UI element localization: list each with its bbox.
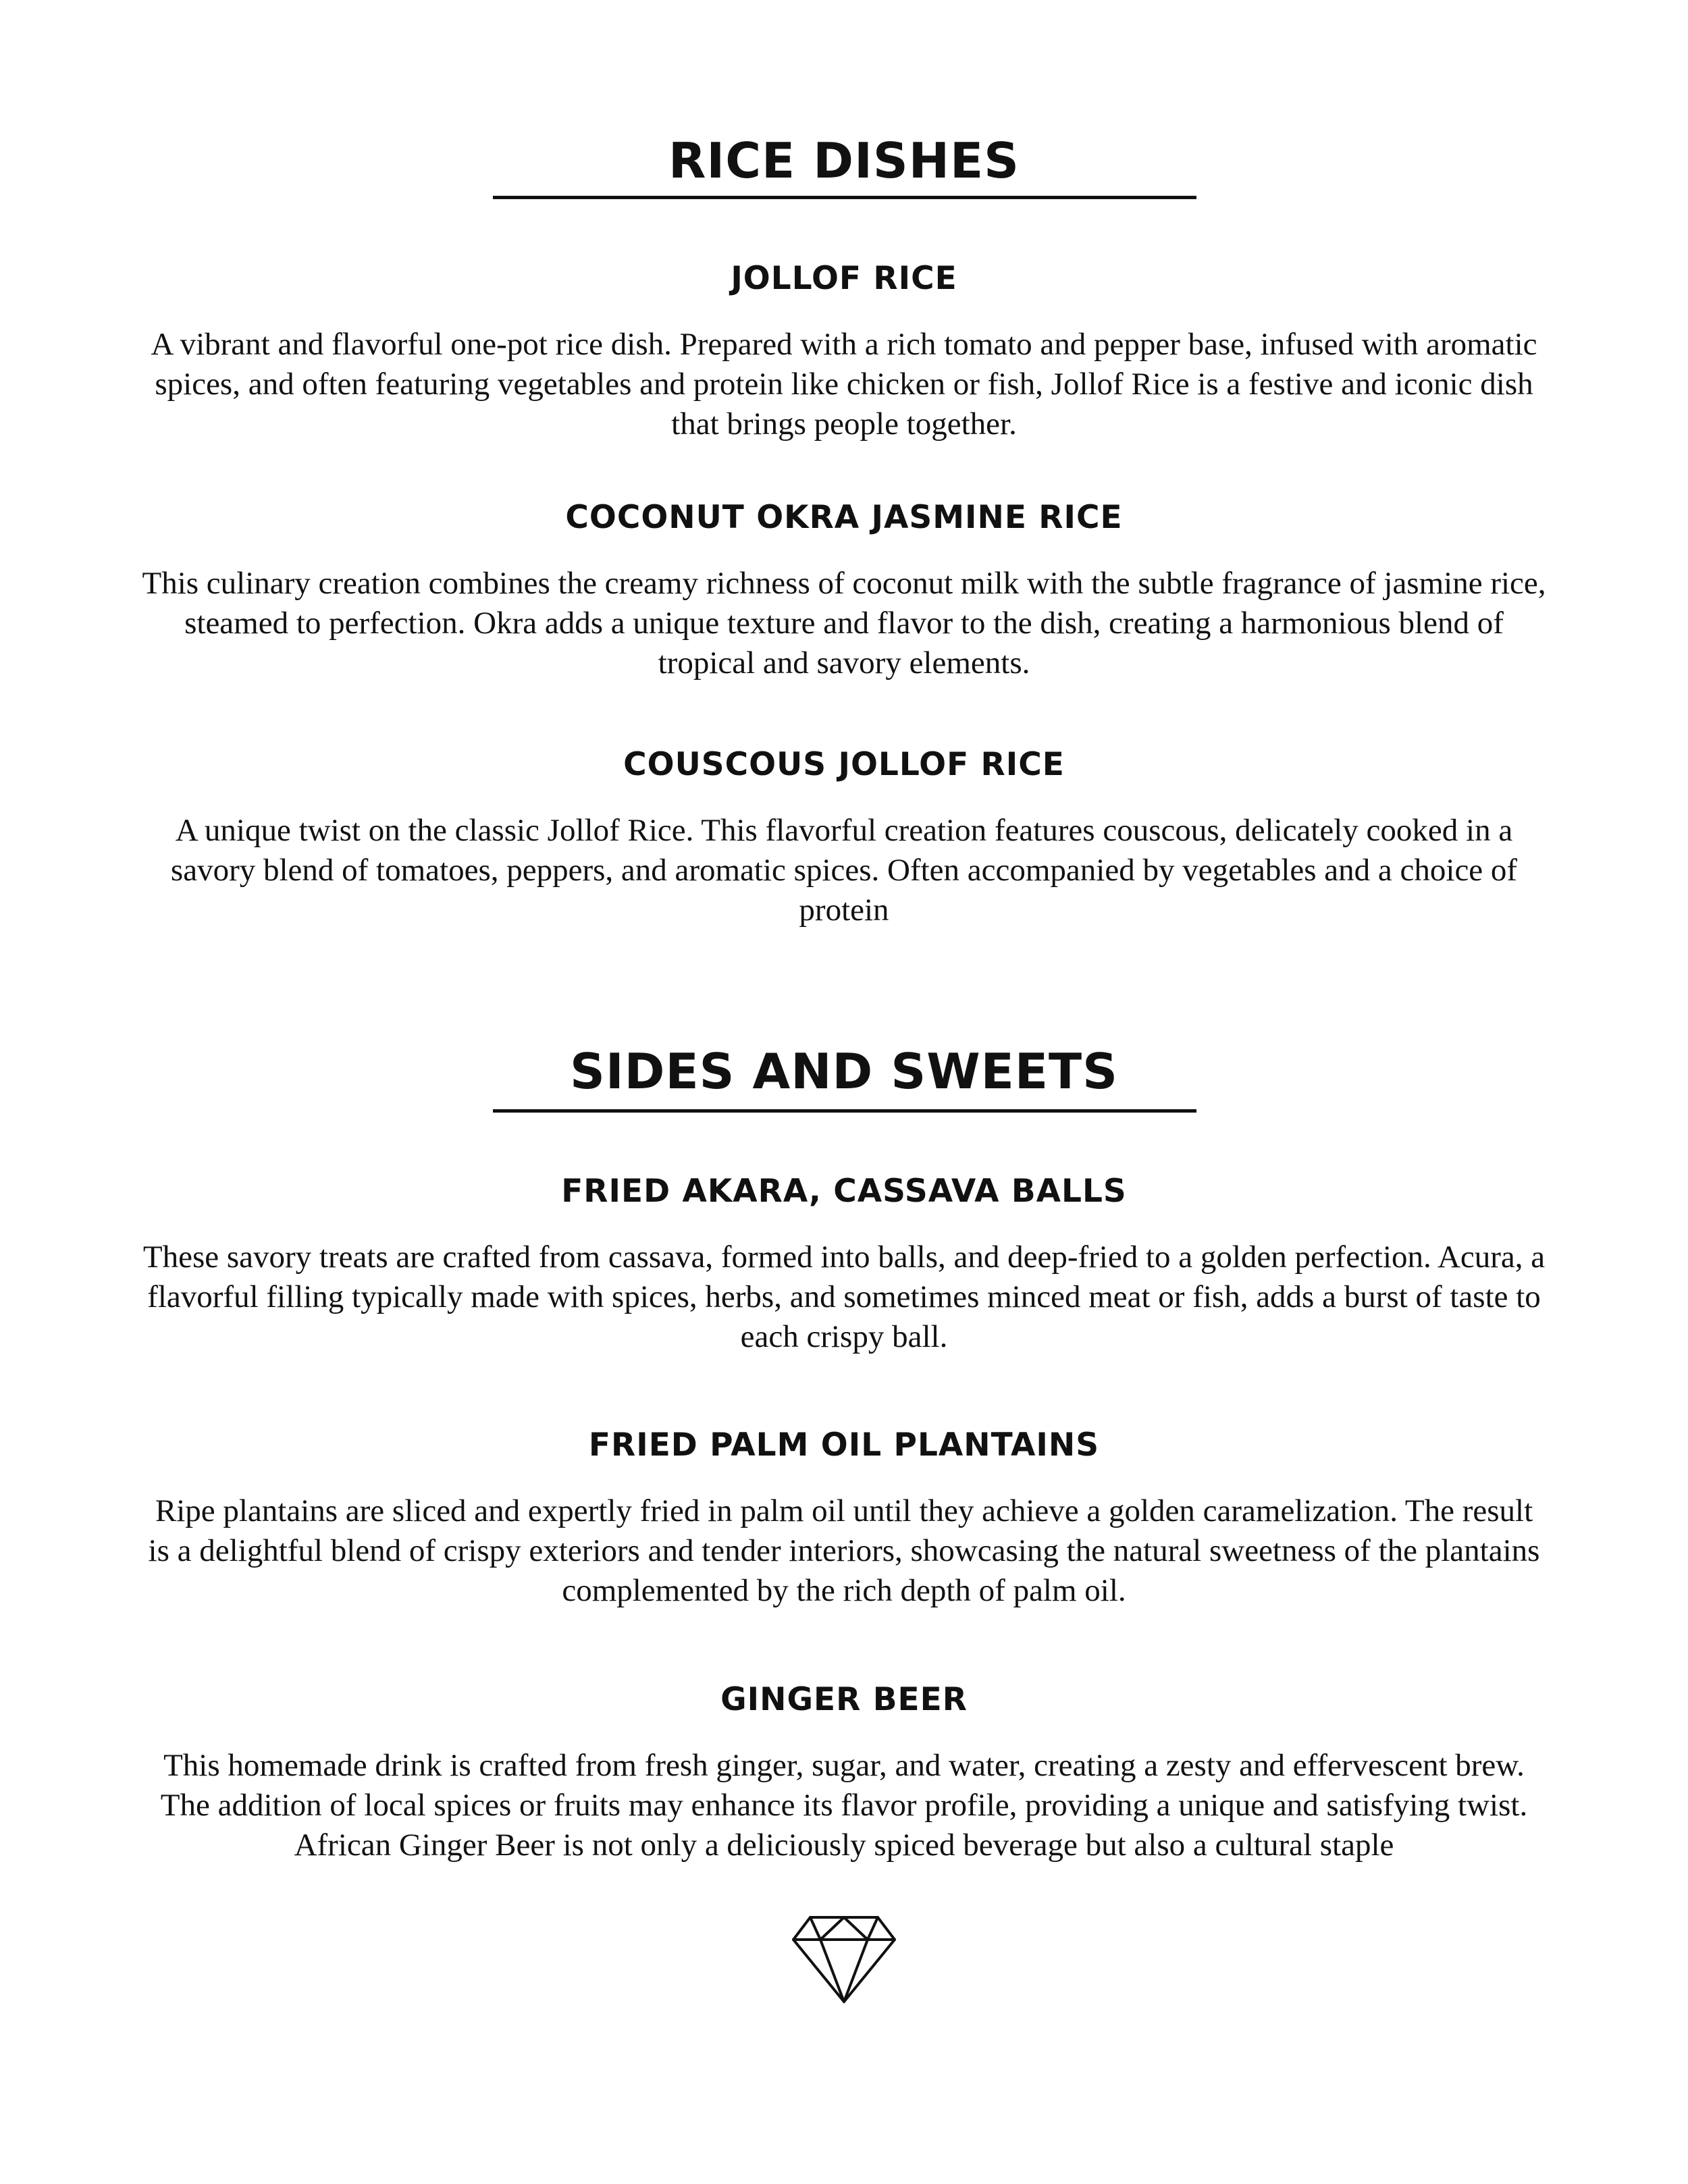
item-description-jollof-rice: A vibrant and flavorful one-pot rice dish. Prepared with a rich tomato and pepper base, infused with aromatic spices, and often featuring vegetables and protein like chicken or fish, Jollof Rice is a festive and iconic dish that brings people together. <box>151 327 1537 442</box>
item-name-fried-akara-cassava-balls: FRIED AKARA, CASSAVA BALLS <box>561 1173 1127 1210</box>
section-divider <box>493 196 1196 199</box>
item-description-fried-akara-cassava-balls: These savory treats are crafted from cassava, formed into balls, and deep-fried to a golden perfection. Acura, a flavorful filling typically made with spices, herbs, and sometimes minced meat or fish, adds a burst of taste to each crispy ball. <box>142 1240 1546 1354</box>
item-name-jollof-rice: JOLLOF RICE <box>731 260 957 297</box>
item-name-ginger-beer: GINGER BEER <box>720 1681 968 1718</box>
item-description-couscous-jollof-rice: A unique twist on the classic Jollof Rice. This flavorful creation features couscous, delicately cooked in a savory blend of tomatoes, peppers, and aromatic spices. Often accompanied by vegetables and a choice of protein <box>170 813 1518 928</box>
item-description-ginger-beer: This homemade drink is crafted from fresh ginger, sugar, and water, creating a zesty and effervescent brew. The addition of local spices or fruits may enhance its flavor profile, providing a unique and satisfying twist. African Ginger Beer is not only a deliciously spiced beverage but also a cultural staple <box>160 1748 1528 1863</box>
item-name-coconut-okra-jasmine-rice: COCONUT OKRA JASMINE RICE <box>565 499 1123 536</box>
item-name-couscous-jollof-rice: COUSCOUS JOLLOF RICE <box>623 746 1065 783</box>
section-divider <box>493 1109 1196 1113</box>
item-description-fried-palm-oil-plantains: Ripe plantains are sliced and expertly fried in palm oil until they achieve a golden caramelization. The result is a delightful blend of crispy exteriors and tender interiors, showcasing the natural sweetness of the plantains complemented by the rich depth of palm oil. <box>148 1493 1540 1608</box>
diamond-icon <box>790 1914 898 2005</box>
item-name-fried-palm-oil-plantains: FRIED PALM OIL PLANTAINS <box>588 1427 1100 1464</box>
item-description-coconut-okra-jasmine-rice: This culinary creation combines the creamy richness of coconut milk with the subtle fragrance of jasmine rice, steamed to perfection. Okra adds a unique texture and flavor to the dish, creating a harmonious blend of tropical and savory elements. <box>142 566 1546 681</box>
section-title-rice-dishes: RICE DISHES <box>668 132 1020 189</box>
section-title-sides-and-sweets: SIDES AND SWEETS <box>570 1043 1118 1100</box>
